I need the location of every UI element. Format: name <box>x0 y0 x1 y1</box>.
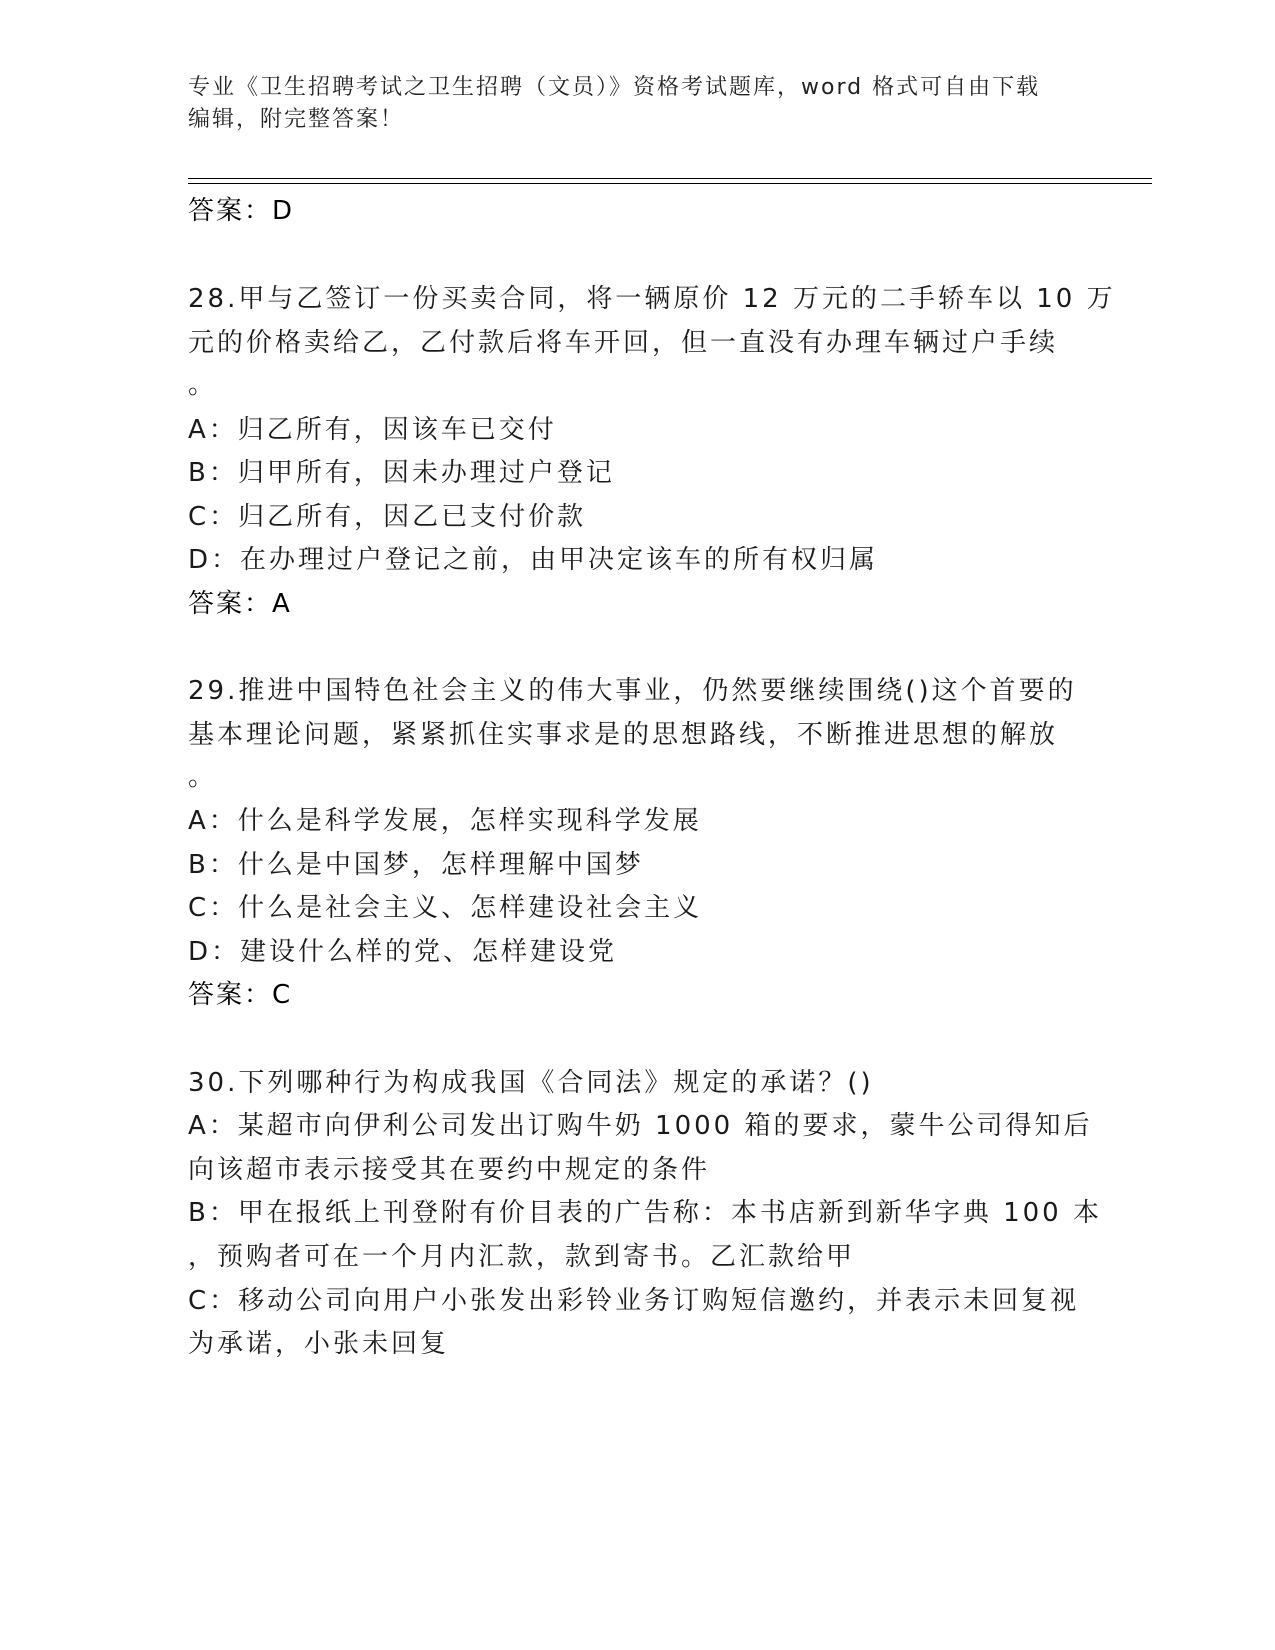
q30-option-b-line-2: ，预购者可在一个月内汇款，款到寄书。乙汇款给甲 <box>188 1242 856 1272</box>
q28-option-c: C：归乙所有，因乙已支付价款 <box>188 502 587 532</box>
q29-option-c: C：什么是社会主义、怎样建设社会主义 <box>188 893 703 923</box>
q30-option-a-line-2: 向该超市表示接受其在要约中规定的条件 <box>188 1155 711 1185</box>
q28-option-b: B：归甲所有，因未办理过户登记 <box>188 458 615 488</box>
q29-option-a: A：什么是科学发展，怎样实现科学发展 <box>188 806 702 836</box>
document-header <box>188 72 1078 136</box>
q29-stem-line-1: 29.推进中国特色社会主义的伟大事业，仍然要继续围绕()这个首要的 <box>188 676 1077 706</box>
q28-option-a: A：归乙所有，因该车已交付 <box>188 415 557 445</box>
q30-stem-line-1: 30.下列哪种行为构成我国《合同法》规定的承诺？() <box>188 1068 874 1098</box>
q29-option-d: D：建设什么样的党、怎样建设党 <box>188 937 618 967</box>
q29-option-b: B：什么是中国梦，怎样理解中国梦 <box>188 850 644 880</box>
header-divider-top <box>188 178 1152 179</box>
q30-option-c-line-1: C：移动公司向用户小张发出彩铃业务订购短信邀约，并表示未回复视 <box>188 1286 1080 1316</box>
q29-stem-line-2: 基本理论问题，紧紧抓住实事求是的思想路线，不断推进思想的解放 <box>188 720 1059 750</box>
q30-option-c-line-2: 为承诺，小张未回复 <box>188 1329 450 1359</box>
header-divider-bottom <box>188 183 1152 184</box>
header-line-1: 专业《卫生招聘考试之卫生招聘（文员）》资格考试题库，word 格式可自由下载 <box>188 75 1041 100</box>
q28-stem-line-2: 元的价格卖给乙，乙付款后将车开回，但一直没有办理车辆过户手续 <box>188 328 1059 358</box>
q28-option-d: D：在办理过户登记之前，由甲决定该车的所有权归属 <box>188 545 879 575</box>
q28-stem-line-3: 。 <box>188 370 218 400</box>
header-line-2: 编辑，附完整答案！ <box>188 107 405 132</box>
q28-stem-line-1: 28.甲与乙签订一份买卖合同，将一辆原价 12 万元的二手轿车以 10 万 <box>188 284 1116 314</box>
answer-27: 答案：D <box>188 196 295 226</box>
q30-option-b-line-1: B：甲在报纸上刊登附有价目表的广告称：本书店新到新华字典 100 本 <box>188 1198 1102 1228</box>
q29-stem-line-3: 。 <box>188 762 218 792</box>
q28-answer: 答案：A <box>188 589 292 619</box>
q29-answer: 答案：C <box>188 980 293 1010</box>
q30-option-a-line-1: A：某超市向伊利公司发出订购牛奶 1000 箱的要求，蒙牛公司得知后 <box>188 1111 1093 1141</box>
